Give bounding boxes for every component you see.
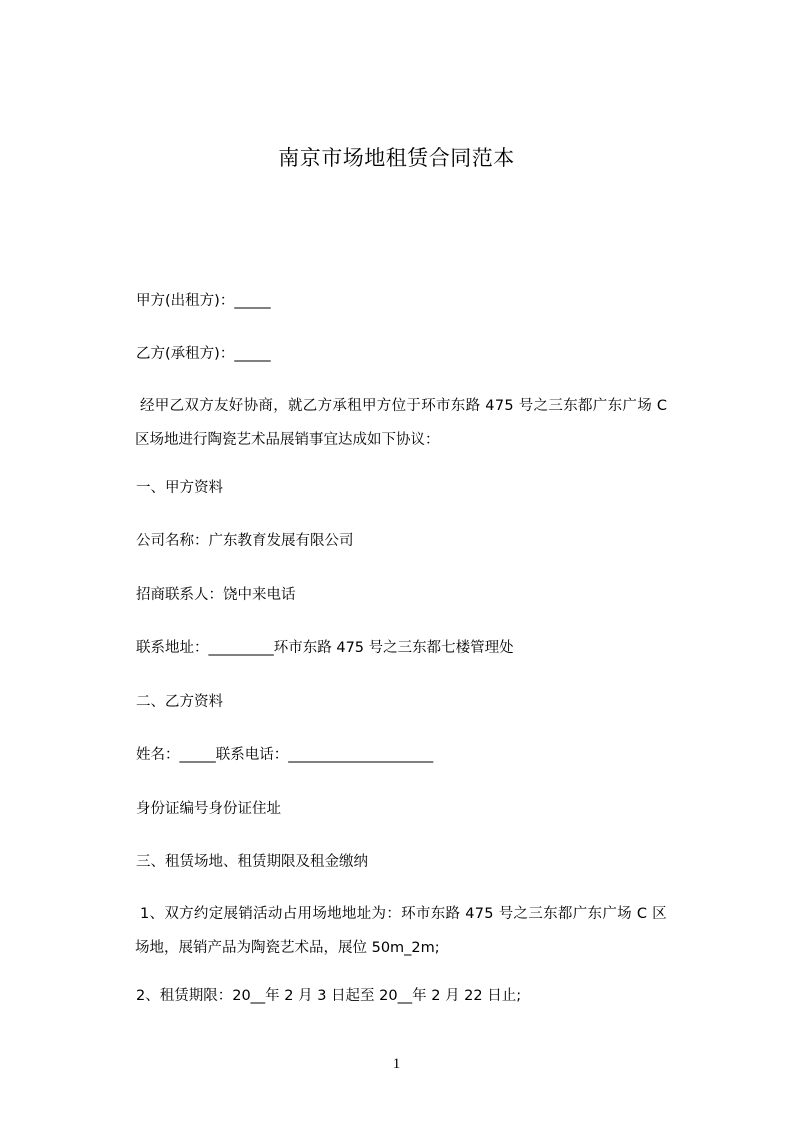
section-3-item-2: 2、租赁期限：20__年 2 月 3 日起至 20__年 2 月 22 日止; (136, 988, 522, 1004)
section-1-heading: 一、甲方资料 (136, 480, 223, 496)
document-title: 南京市场地租赁合同范本 (278, 146, 515, 170)
party-b-id-info: 身份证编号身份证住址 (136, 801, 281, 817)
page-number: 1 (392, 1056, 401, 1072)
party-a-address: 联系地址：_________环市东路 475 号之三东都七楼管理处 (136, 640, 514, 656)
party-a-line: 甲方(出租方)：_____ (136, 293, 271, 309)
party-a-contact: 招商联系人：饶中来电话 (136, 587, 296, 603)
party-a-company: 公司名称：广东教育发展有限公司 (136, 533, 354, 549)
intro-line-1: 经甲乙双方友好协商，就乙方承租甲方位于环市东路 475 号之三东都广东广场 C (140, 398, 668, 414)
item-1-line-2: 场地，展销产品为陶瓷艺术品，展位 50m_2m; (135, 940, 440, 956)
section-2-heading: 二、乙方资料 (136, 694, 223, 710)
intro-paragraph (136, 389, 708, 457)
party-b-line: 乙方(承租方)：_____ (136, 346, 271, 362)
item-1-line-1: 1、双方约定展销活动占用场地地址为：环市东路 475 号之三东都广东广场 C 区 (140, 906, 667, 922)
section-3-heading: 三、租赁场地、租赁期限及租金缴纳 (136, 854, 368, 870)
section-3-item-1 (136, 897, 708, 965)
intro-line-2: 区场地进行陶瓷艺术品展销事宜达成如下协议： (135, 432, 440, 448)
party-b-name-phone: 姓名：_____联系电话：____________________ (136, 747, 434, 763)
